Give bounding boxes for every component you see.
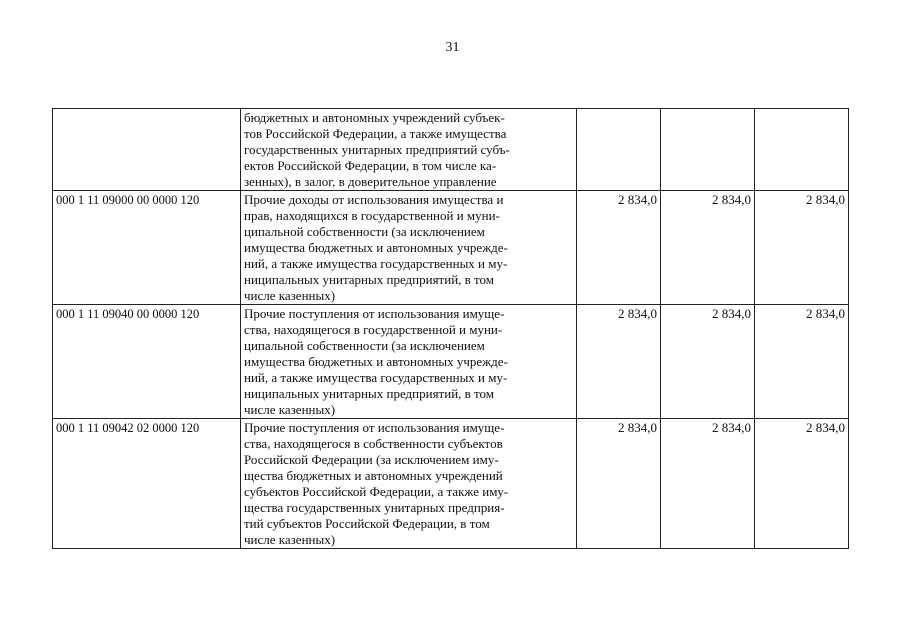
revenue-name-line: ний, а также имущества государственных и му- — [244, 370, 508, 385]
revenue-name-cell — [241, 305, 577, 419]
revenue-name-line: государственных унитарных предприятий субъ- — [244, 142, 510, 157]
amount-cell-1: 2 834,0 — [577, 191, 661, 305]
revenue-name-line: ектов Российской Федерации, в том числе ка- — [244, 158, 497, 173]
budget-code-cell: 000 1 11 09040 00 0000 120 — [53, 305, 241, 419]
table-row — [53, 419, 849, 549]
revenue-name-line: ства, находящегося в государственной и муни- — [244, 322, 503, 337]
revenue-name-cell — [241, 109, 577, 191]
revenue-name-line: зенных), в залог, в доверительное управление — [244, 174, 497, 189]
revenue-name-line: Прочие поступления от использования имуще- — [244, 306, 505, 321]
table-row — [53, 305, 849, 419]
revenue-name-line: щества государственных унитарных предприя- — [244, 500, 505, 515]
revenue-name-line: имущества бюджетных и автономных учрежде- — [244, 354, 508, 369]
revenue-name-line: субъектов Российской Федерации, а также иму- — [244, 484, 509, 499]
table-row — [53, 191, 849, 305]
amount-cell-2 — [661, 109, 755, 191]
budget-revenue-table — [52, 108, 849, 549]
amount-cell-1: 2 834,0 — [577, 419, 661, 549]
budget-code-cell: 000 1 11 09000 00 0000 120 — [53, 191, 241, 305]
budget-code-cell — [53, 109, 241, 191]
revenue-name-line: тов Российской Федерации, а также имущества — [244, 126, 507, 141]
revenue-name-line: ниципальных унитарных предприятий, в том — [244, 386, 495, 401]
amount-cell-1 — [577, 109, 661, 191]
revenue-name-line: тий субъектов Российской Федерации, в том — [244, 516, 490, 531]
page-number: 31 — [445, 40, 460, 55]
amount-cell-2: 2 834,0 — [661, 191, 755, 305]
revenue-name-line: щества бюджетных и автономных учреждений — [244, 468, 503, 483]
amount-cell-1: 2 834,0 — [577, 305, 661, 419]
revenue-name-line: ний, а также имущества государственных и му- — [244, 256, 508, 271]
revenue-name-line: числе казенных) — [244, 532, 336, 547]
revenue-name-line: числе казенных) — [244, 288, 336, 303]
amount-cell-3: 2 834,0 — [755, 191, 849, 305]
revenue-name-line: Прочие доходы от использования имущества и — [244, 192, 504, 207]
amount-cell-3 — [755, 109, 849, 191]
revenue-name-line: бюджетных и автономных учреждений субъек- — [244, 110, 505, 125]
revenue-name-cell — [241, 191, 577, 305]
revenue-name-cell — [241, 419, 577, 549]
amount-cell-2: 2 834,0 — [661, 305, 755, 419]
revenue-name-line: ципальной собственности (за исключением — [244, 224, 485, 239]
table-row — [53, 109, 849, 191]
revenue-name-line: ства, находящегося в собственности субъектов — [244, 436, 503, 451]
amount-cell-3: 2 834,0 — [755, 305, 849, 419]
revenue-name-line: ципальной собственности (за исключением — [244, 338, 485, 353]
revenue-name-line: Российской Федерации (за исключением иму- — [244, 452, 499, 467]
revenue-name-line: Прочие поступления от использования имуще- — [244, 420, 505, 435]
budget-code-cell: 000 1 11 09042 02 0000 120 — [53, 419, 241, 549]
amount-cell-3: 2 834,0 — [755, 419, 849, 549]
amount-cell-2: 2 834,0 — [661, 419, 755, 549]
revenue-name-line: числе казенных) — [244, 402, 336, 417]
revenue-name-line: имущества бюджетных и автономных учрежде- — [244, 240, 508, 255]
revenue-name-line: ниципальных унитарных предприятий, в том — [244, 272, 495, 287]
revenue-name-line: прав, находящихся в государственной и муни- — [244, 208, 500, 223]
